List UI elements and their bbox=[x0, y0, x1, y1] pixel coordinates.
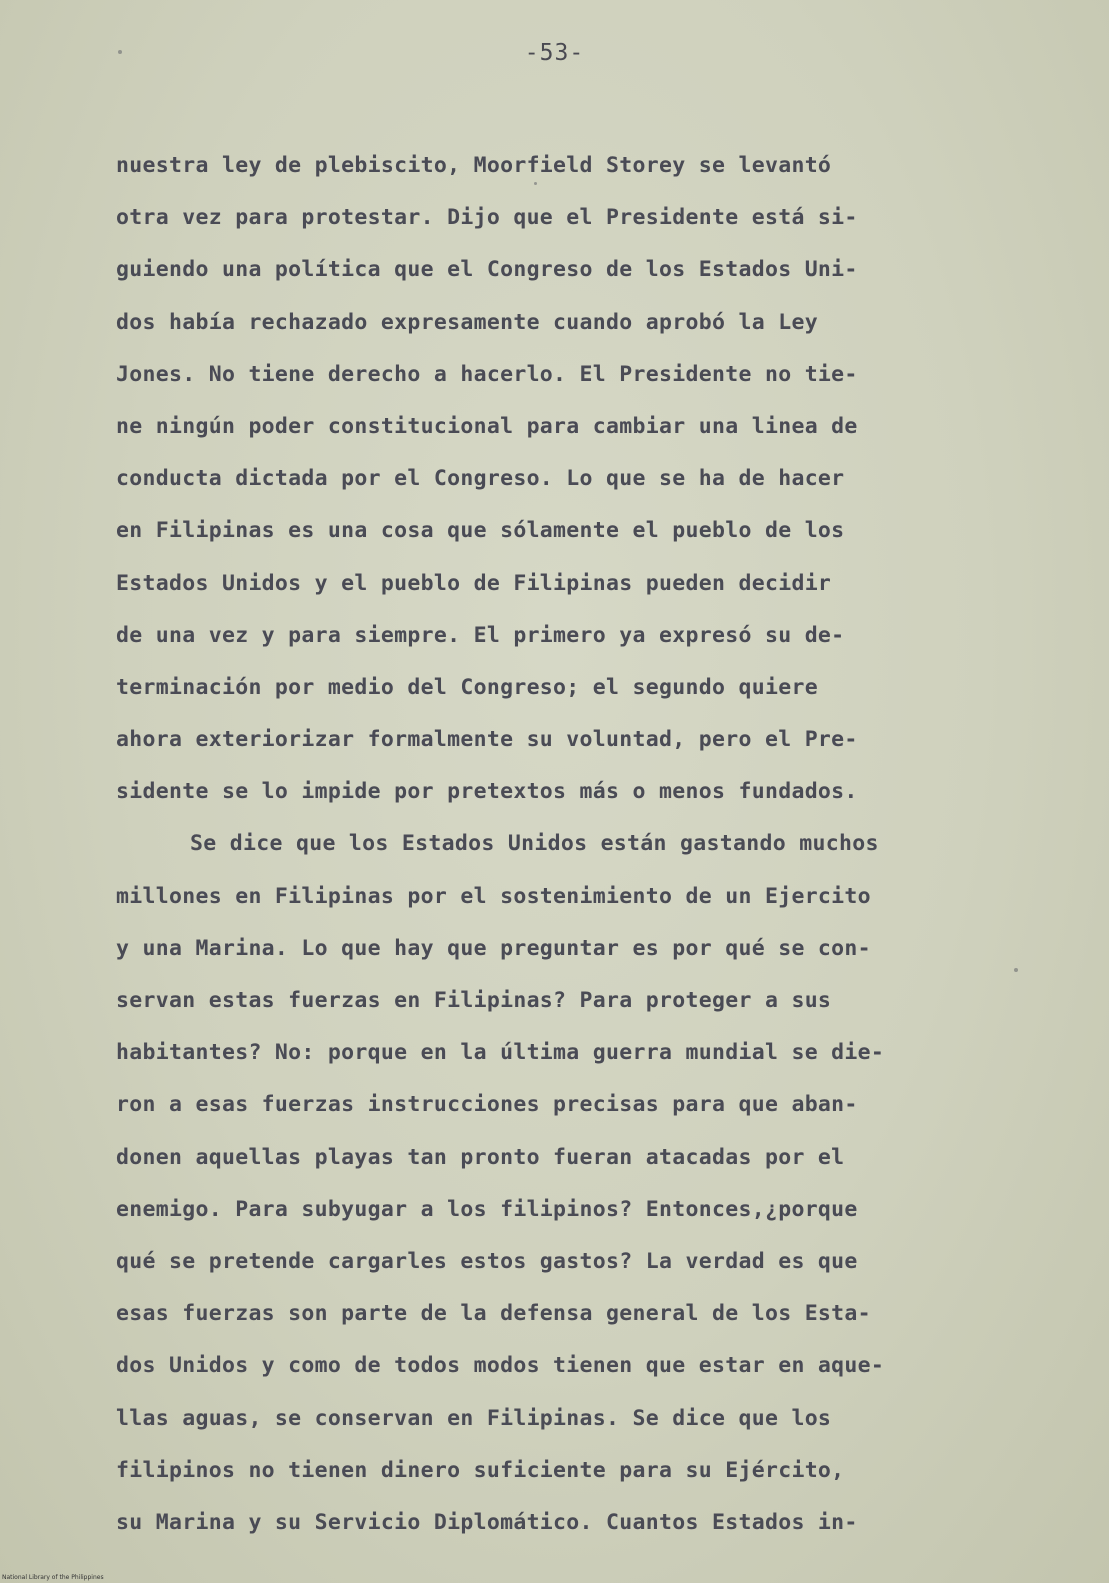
paper-speck bbox=[1014, 968, 1018, 972]
text-line: nuestra ley de plebiscito, Moorfield Storey se levantó bbox=[116, 153, 832, 178]
text-line: servan estas fuerzas en Filipinas? Para proteger a sus bbox=[116, 988, 832, 1013]
paper-speck bbox=[534, 182, 537, 185]
text-line: qué se pretende cargarles estos gastos? La verdad es que bbox=[116, 1248, 858, 1274]
text-line: en Filipinas es una cosa que sólamente el pueblo de los bbox=[116, 518, 845, 544]
page-number: -53- bbox=[524, 40, 585, 66]
text-line: esas fuerzas son parte de la defensa general de los Esta- bbox=[116, 1301, 871, 1327]
text-line: dos Unidos y como de todos modos tienen que estar en aque- bbox=[116, 1353, 885, 1379]
library-credit: National Library of the Philippines bbox=[2, 1574, 104, 1581]
text-line: Estados Unidos y el pueblo de Filipinas pueden decidir bbox=[116, 570, 832, 596]
text-line: guiendo una política que el Congreso de los Estados Uni- bbox=[116, 257, 858, 283]
text-line: sidente se lo impide por pretextos más o menos fundados. bbox=[116, 779, 858, 805]
text-line: conducta dictada por el Congreso. Lo que se ha de hacer bbox=[116, 466, 845, 492]
text-line: Jones. No tiene derecho a hacerlo. El Presidente no tie- bbox=[116, 361, 858, 387]
text-line: enemigo. Para subyugar a los filipinos? Entonces,¿porque bbox=[116, 1196, 858, 1222]
paragraph-start-line: Se dice que los Estados Unidos están gastando muchos bbox=[190, 831, 879, 857]
paper-speck bbox=[118, 50, 122, 54]
text-line: donen aquellas playas tan pronto fueran atacadas por el bbox=[116, 1144, 845, 1170]
text-line: terminación por medio del Congreso; el segundo quiere bbox=[116, 674, 818, 700]
text-line: su Marina y su Servicio Diplomático. Cuantos Estados in- bbox=[116, 1509, 858, 1535]
text-line: ron a esas fuerzas instrucciones precisas para que aban- bbox=[116, 1092, 858, 1118]
text-line: millones en Filipinas por el sostenimiento de un Ejercito bbox=[116, 883, 871, 909]
text-line: filipinos no tienen dinero suficiente para su Ejército, bbox=[116, 1457, 845, 1483]
text-line: habitantes? No: porque en la última guerra mundial se die- bbox=[116, 1040, 885, 1066]
text-line: ne ningún poder constitucional para cambiar una linea de bbox=[116, 413, 858, 439]
text-line: llas aguas, se conservan en Filipinas. Se dice que los bbox=[116, 1405, 832, 1431]
typewritten-body bbox=[116, 140, 1016, 1549]
text-line: ahora exteriorizar formalmente su voluntad, pero el Pre- bbox=[116, 727, 858, 753]
text-line: de una vez y para siempre. El primero ya expresó su de- bbox=[116, 622, 845, 648]
text-line: y una Marina. Lo que hay que preguntar es por qué se con- bbox=[116, 935, 871, 961]
text-line: dos había rechazado expresamente cuando aprobó la Ley bbox=[116, 309, 818, 335]
text-line: otra vez para protestar. Dijo que el Presidente está si- bbox=[116, 205, 858, 231]
